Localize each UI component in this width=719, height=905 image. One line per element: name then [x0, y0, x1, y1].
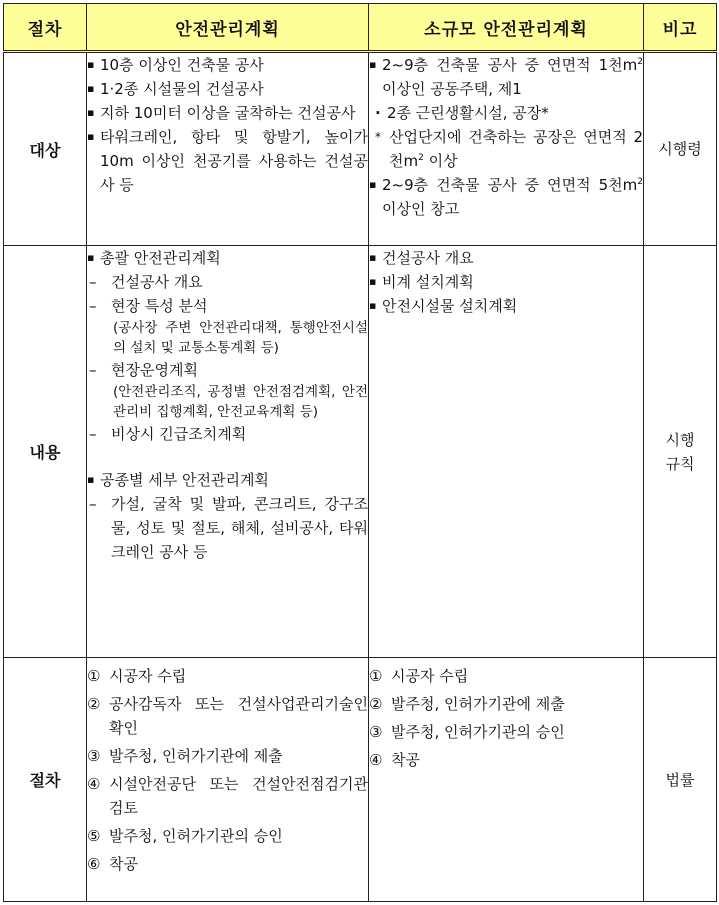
content-small-cell: [369, 246, 644, 658]
list-item: ▪ 10층 이상인 건축물 공사: [87, 53, 368, 77]
list-item: ③ 발주청, 인허가기관에 제출: [87, 747, 283, 765]
list-item: ⑥ 착공: [87, 855, 138, 873]
list-item: ▪ 안전시설물 설치계획: [369, 294, 643, 318]
list-item: ▪ 비계 설치계획: [369, 270, 643, 294]
list-item: ① 시공자 수립: [369, 667, 469, 685]
safety-plan-comparison-table: [3, 3, 717, 902]
header-remarks: 비고: [644, 4, 717, 52]
target-small-cell: [369, 52, 644, 246]
row-content: [4, 246, 717, 658]
remark-content: 시행 규칙: [644, 246, 717, 658]
content-main-cell: [87, 246, 369, 658]
remark-procedure: 법률: [644, 658, 717, 902]
row-label-procedure: 절차: [4, 658, 87, 902]
list-subitem: · 2종 근린생활시설, 공장*: [369, 101, 643, 125]
header-safety-plan: 안전관리계획: [87, 4, 369, 52]
list-subitem: – 비상시 긴급조치계획: [89, 422, 368, 446]
list-item: ▪ 공종별 세부 안전관리계획: [87, 468, 368, 492]
list-item: ② 발주청, 인허가기관에 제출: [369, 695, 565, 713]
row-target: [4, 52, 717, 246]
row-procedure: [4, 658, 717, 902]
target-main-cell: [87, 52, 369, 246]
list-subitem: – 건설공사 개요: [89, 270, 368, 294]
list-subitem: – 가설, 굴착 및 발파, 콘크리트, 강구조물, 성토 및 절토, 해체, 설비공사, 타워크레인 공사 등: [89, 492, 368, 564]
list-item: ① 시공자 수립: [87, 667, 187, 685]
list-item: ▪ 2~9층 건축물 공사 중 연면적 5천$m^2$ 이상인 창고: [369, 173, 643, 221]
spacer: [87, 446, 368, 468]
procedure-main-cell: [87, 658, 369, 902]
remark-target: 시행령: [644, 52, 717, 246]
list-item: ② 공사감독자 또는 건설사업관리기술인 확인: [87, 695, 368, 737]
row-label-content: 내용: [4, 246, 87, 658]
header-procedure: 절차: [4, 4, 87, 52]
row-label-target: 대상: [4, 52, 87, 246]
list-item: ④ 시설안전공단 또는 건설안전점검기관 검토: [87, 775, 368, 817]
list-item: ④ 착공: [369, 751, 420, 769]
list-item: ▪ 건설공사 개요: [369, 246, 643, 270]
list-subitem: – 현장 특성 분석: [89, 294, 368, 318]
list-detail: (안전관리조직, 공정별 안전점검계획, 안전관리비 집행계획, 안전교육계획 등): [113, 384, 368, 420]
list-item: ▪ 지하 10미터 이상을 굴착하는 건설공사: [87, 101, 368, 125]
list-item: ▪ 2~9층 건축물 공사 중 연면적 1천$m^2$ 이상인 공동주택, 제1: [369, 53, 643, 101]
list-item: ▪ 총괄 안전관리계획: [87, 246, 368, 270]
list-subitem: – 현장운영계획: [89, 358, 368, 382]
header-small-safety-plan: 소규모 안전관리계획: [369, 4, 644, 52]
header-row: [4, 4, 717, 52]
list-item: ⑤ 발주청, 인허가기관의 승인: [87, 827, 283, 845]
list-item: ③ 발주청, 인허가기관의 승인: [369, 723, 565, 741]
procedure-small-cell: [369, 658, 644, 902]
footnote: * 산업단지에 건축하는 공장은 연면적 2천$m^2$ 이상: [369, 125, 643, 173]
list-item: ▪ 1·2종 시설물의 건설공사: [87, 77, 368, 101]
list-detail: (공사장 주변 안전관리대책, 통행안전시설의 설치 및 교통소통계획 등): [113, 320, 368, 356]
list-item: ▪ 타워크레인, 항타 및 항발기, 높이가 10m 이상인 천공기를 사용하는 건설공사 등: [87, 125, 368, 197]
